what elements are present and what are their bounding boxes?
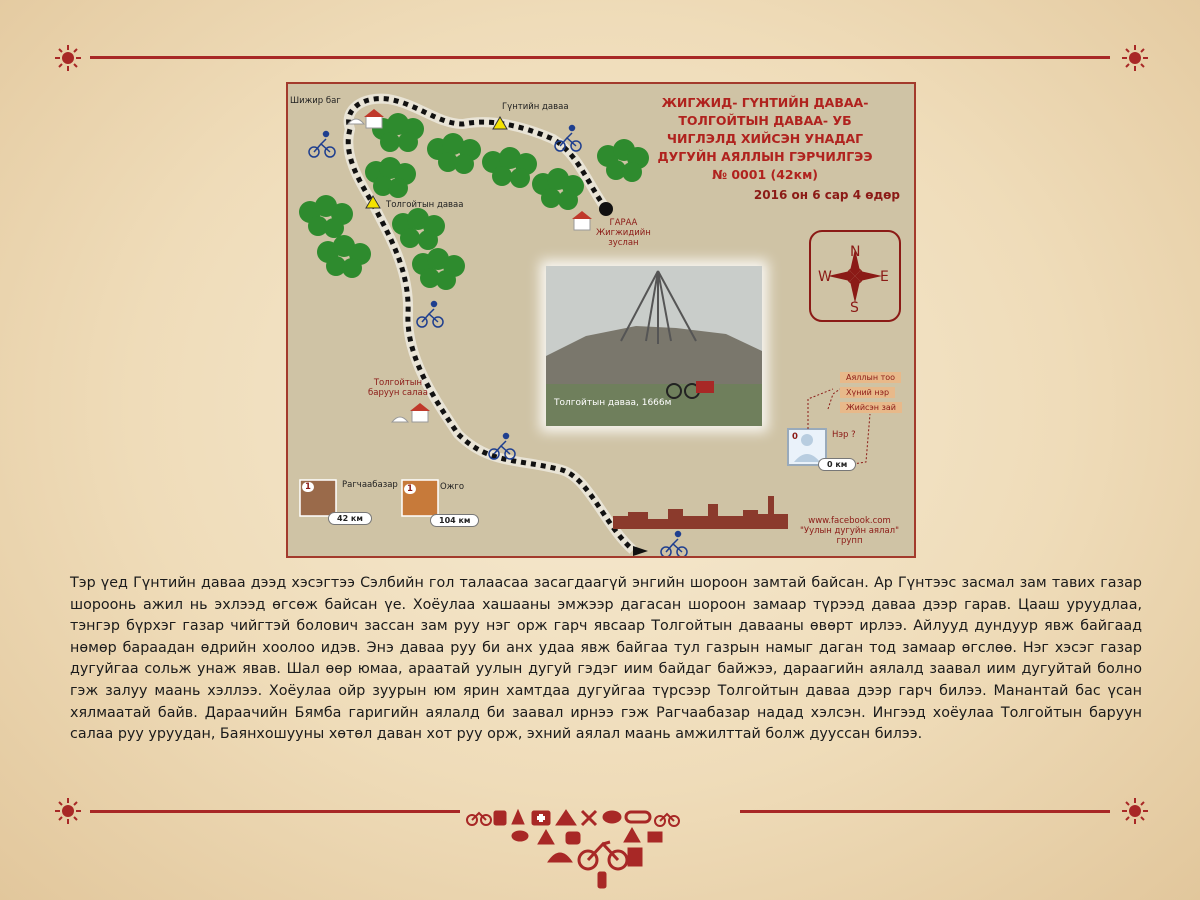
cyclist-icon: [309, 132, 335, 158]
top-divider: [90, 56, 1110, 59]
bike-icon: [467, 813, 491, 825]
house-icon: [410, 403, 430, 422]
compass-s: S: [850, 300, 859, 316]
tag-trip-count: Аяллын тоо: [840, 372, 901, 383]
cyclist-icon: [661, 532, 687, 558]
tree-cluster: [412, 248, 465, 290]
certificate-date: 2016 он 6 сар 4 өдөр: [753, 188, 900, 202]
label-shijir-bag: Шижир баг: [290, 96, 341, 106]
kettle-icon: [566, 832, 580, 844]
label-guntiin-davaa: Гүнтийн даваа: [502, 102, 569, 112]
notepad-icon: [628, 848, 642, 866]
end-arrow-icon: [633, 546, 648, 556]
sun-icon: [55, 798, 81, 824]
trip-count-value: 0: [792, 432, 798, 442]
rider-2-badge: 1: [404, 484, 416, 494]
rain-icon: [512, 831, 528, 841]
bottle-icon: [598, 872, 606, 888]
tent-icon: [556, 810, 576, 825]
cyclist-icon: [417, 302, 443, 328]
tree-cluster: [365, 157, 416, 198]
tag-person-name: Хүний нэр: [840, 387, 895, 398]
tag-distance: Жийсэн зай: [840, 402, 902, 413]
tree-cluster: [482, 147, 537, 188]
label-baruun-salaa: Толгойтын баруун салаа: [368, 378, 428, 398]
first-aid-icon: [532, 811, 550, 825]
route-map: [286, 82, 916, 558]
tools-icon: [582, 811, 596, 825]
helmet-icon: [548, 853, 572, 862]
city-skyline-icon: [613, 496, 788, 529]
outdoor-icons-cluster: [462, 806, 738, 890]
sun-icon: [1122, 798, 1148, 824]
compass-e: E: [880, 269, 889, 285]
pine-icon: [624, 828, 640, 842]
summit-photo: [546, 266, 762, 426]
rider-2-km: 104 км: [430, 514, 479, 527]
cloud-icon: [603, 811, 621, 823]
goggles-icon: [626, 812, 650, 822]
sun-icon: [1122, 45, 1148, 71]
house-icon: [572, 211, 592, 230]
compass-n: N: [850, 244, 861, 260]
label-tolgoitiin-davaa: Толгойтын даваа: [386, 200, 464, 210]
distance-pill: 0 км: [818, 458, 856, 471]
certificate-title: ЖИГЖИД- ГҮНТИЙН ДАВАА- ТОЛГОЙТЫН ДАВАА- УБ ЧИГЛЭЛД ХИЙСЭН УНАДАГ ДУГУЙН АЯЛЛЫН ГЭРЧИЛГЭЭ № 0001 (42км): [657, 95, 873, 182]
rider-1-badge: 1: [302, 482, 314, 492]
cyclist-small-icon: [655, 814, 679, 826]
photo-caption: Толгойтын даваа, 1666м: [554, 398, 672, 408]
yurt-icon: [392, 417, 408, 422]
lantern-icon: [494, 811, 506, 825]
label-start: ГАРАА Жигжидийн зуслан: [596, 218, 651, 248]
pot-icon: [648, 832, 662, 842]
campfire-icon: [512, 810, 524, 824]
tree-cluster: [532, 168, 584, 210]
name-question: Нэр ?: [832, 430, 856, 440]
bottom-divider-right: [740, 810, 1110, 813]
tree-cluster: [392, 208, 445, 250]
tree-cluster: [299, 195, 353, 238]
rider-2-name: Ожго: [440, 482, 465, 492]
bicycle-big-icon: [579, 842, 627, 869]
tree-icon: [538, 830, 554, 844]
compass-w: W: [818, 269, 832, 285]
sun-icon: [55, 45, 81, 71]
rider-1-name: Рагчаабазар: [342, 480, 398, 490]
bottom-divider-left: [90, 810, 460, 813]
rider-1-km: 42 км: [328, 512, 372, 525]
story-paragraph: Тэр үед Гүнтийн даваа дээд хэсэгтээ Сэлбийн гол талаасаа засагдаагүй энгийн шороон замтай байсан. Ар Гүнтээс засмал зам тавих газар шороонь ажил нь эхлээд өгсөж байсан үе. Хоёулаа хашааны эмжээр дагасан шороон замаар түрээд даваа дээр гарав. Цааш уруудлаа, тэнгэр бүрхэг газар чийгтэй болович зассан зам руу нэг орж гарч явсаар Толгойтын давааны өвөрт ирлээ. Айлууд дундуур явж байгаад нөмөр бараадан өдрийн хоолоо идэв. Энэ даваа руу би анх удаа явж байгаа тул газрын намыг даган тод замаар өгслөө. Нэг хэсэг газар дугуйгаа сольж унаж явав. Шал өөр юмаа, араатай уулын дугуй гэдэг иим байдаг байжээ, дараагийн аялалд заавал иим дугуйтай болно гэж залуу маань хэллээ. Хоёулаа ойр зуурын юм ярин хамтдаа дугуйгаа түрсээр Толгойтын даваа дээр гарч билээ. Манантай бас үсан хялмаатай байв. Дараачийн Бямба гаригийн аялалд би заавал ирнээ гэж Рагчаабазар надад хэлсэн. Ингээд хоёулаа Толгойтын баруун салаа руу уруудан, Баянхошууны хөтөл даван хот руу орж, эхний аялал маань амжилттай болж дууссан билээ.: [70, 575, 1142, 743]
tree-cluster: [427, 133, 481, 174]
facebook-credit: www.facebook.com "Уулын дугуйн аялал" групп: [800, 516, 900, 546]
start-point: [599, 202, 613, 216]
tree-cluster: [317, 235, 371, 278]
house-icon: [364, 109, 384, 128]
